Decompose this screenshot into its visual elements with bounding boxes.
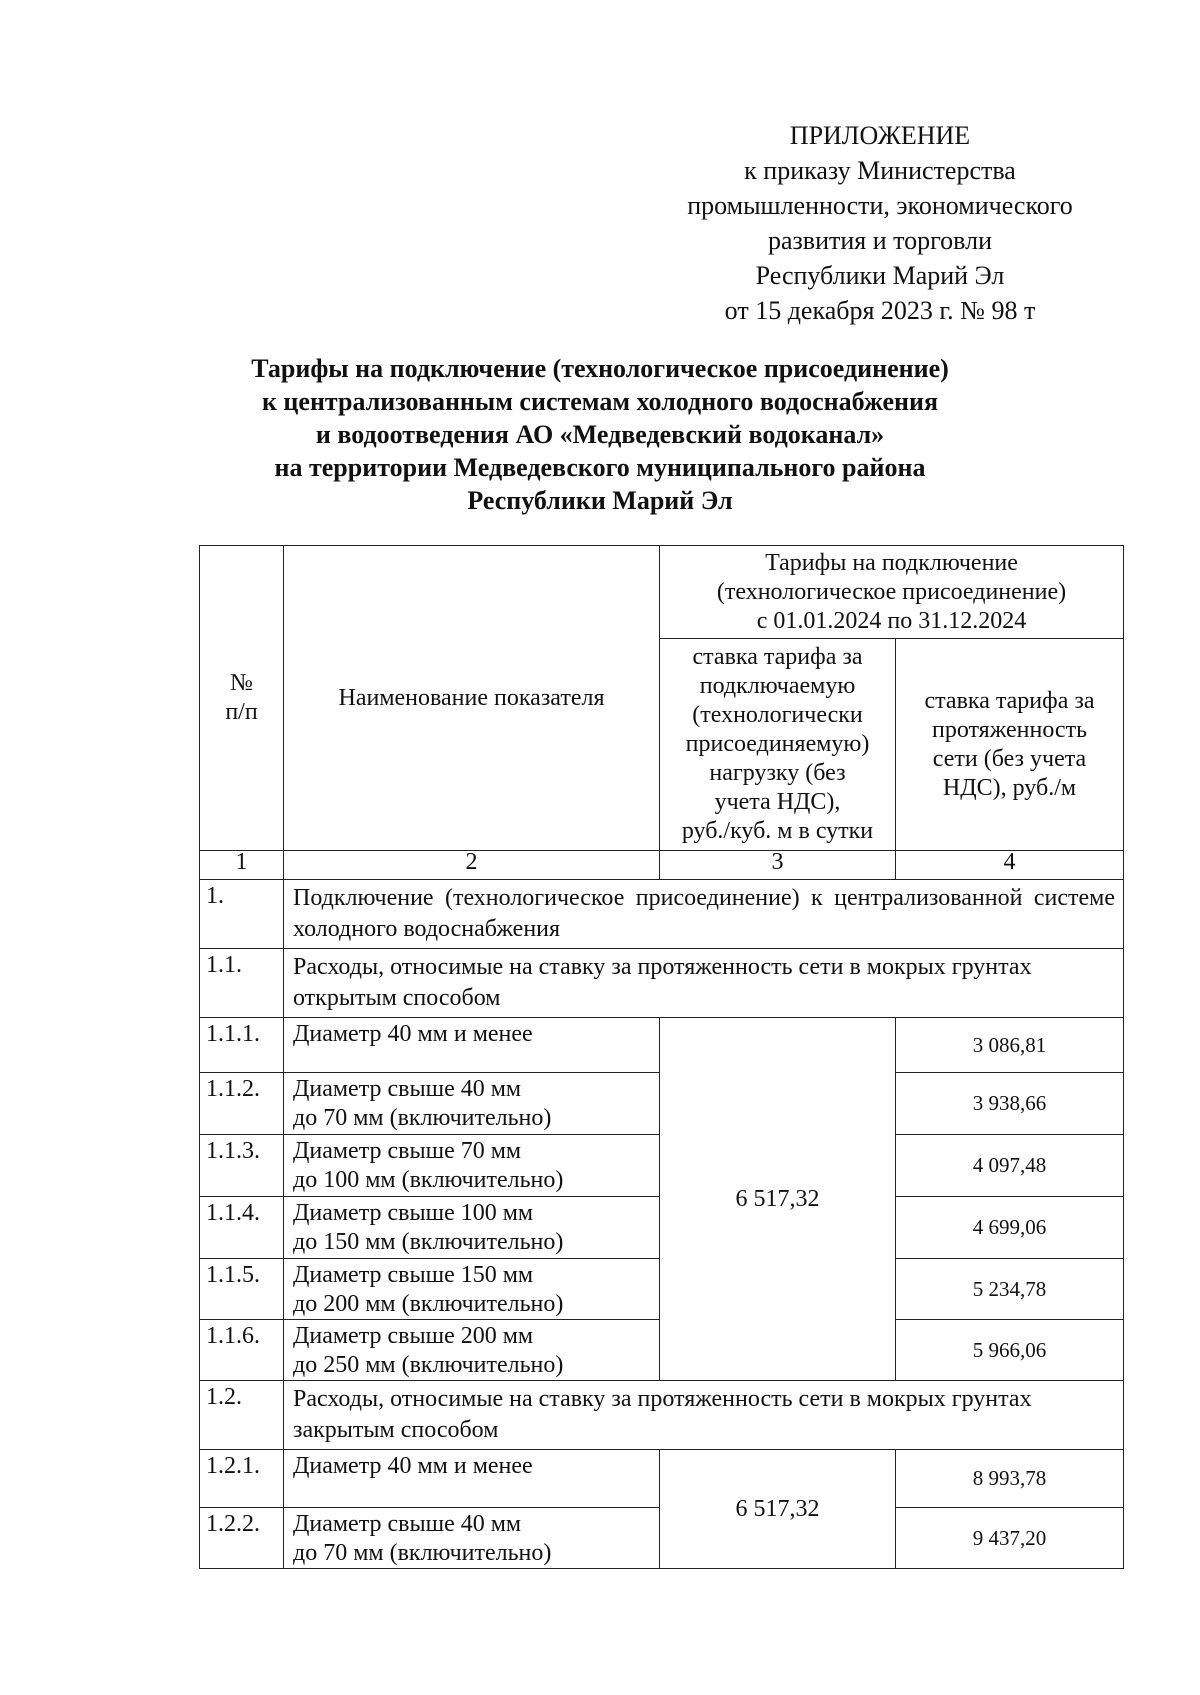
appendix-line: развития и торговли <box>767 226 992 255</box>
title-line: Республики Марий Эл <box>467 486 733 515</box>
row-number: 1.2.2. <box>200 1508 284 1569</box>
header-load-rate: ставка тарифа за подключаемую (технологически присоединяемую) нагрузку (без учета НДС), руб./куб. м в сутки <box>660 639 896 851</box>
section-row <box>200 949 1124 1018</box>
column-index: 3 <box>660 851 896 880</box>
header-row <box>200 546 1124 639</box>
header-indicator-name: Наименование показателя <box>284 546 660 851</box>
length-rate-value: 3 086,81 <box>896 1018 1124 1073</box>
row-name: Диаметр свыше 40 мм до 70 мм (включительно) <box>284 1073 660 1135</box>
row-name: Диаметр свыше 100 мм до 150 мм (включительно) <box>284 1197 660 1259</box>
appendix-line: промышленности, экономического <box>687 191 1073 220</box>
length-rate-value: 5 234,78 <box>896 1259 1124 1320</box>
section-row <box>200 1381 1124 1450</box>
load-rate-value: 6 517,32 <box>660 1018 896 1381</box>
length-rate-value: 4 097,48 <box>896 1135 1124 1197</box>
appendix-header <box>640 118 1120 328</box>
document-title <box>140 352 1060 517</box>
row-number: 1.1.1. <box>200 1018 284 1073</box>
length-rate-value: 5 966,06 <box>896 1320 1124 1381</box>
row-number: 1.1.3. <box>200 1135 284 1197</box>
row-name: Диаметр 40 мм и менее <box>284 1450 660 1508</box>
row-number: 1. <box>200 880 284 949</box>
header-tariff-group: Тарифы на подключение (технологическое присоединение) с 01.01.2024 по 31.12.2024 <box>660 546 1124 639</box>
column-index: 4 <box>896 851 1124 880</box>
table-row <box>200 1018 1124 1073</box>
row-number: 1.2.1. <box>200 1450 284 1508</box>
column-index-row <box>200 851 1124 880</box>
row-name: Диаметр свыше 150 мм до 200 мм (включительно) <box>284 1259 660 1320</box>
length-rate-value: 3 938,66 <box>896 1073 1124 1135</box>
length-rate-value: 4 699,06 <box>896 1197 1124 1259</box>
title-line: к централизованным системам холодного водоснабжения <box>261 387 939 416</box>
length-rate-value: 9 437,20 <box>896 1508 1124 1569</box>
appendix-line: ПРИЛОЖЕНИЕ <box>789 121 971 150</box>
length-rate-value: 8 993,78 <box>896 1450 1124 1508</box>
section-text: Подключение (технологическое присоединение) к централизованной системе холодного водоснабжения <box>284 880 1124 949</box>
title-line: и водоотведения АО «Медведевский водоканал» <box>315 420 885 449</box>
row-number: 1.1. <box>200 949 284 1018</box>
row-name: Диаметр свыше 40 мм до 70 мм (включительно) <box>284 1508 660 1569</box>
table-row <box>200 1450 1124 1508</box>
tariff-table <box>199 545 1124 1569</box>
row-name: Диаметр свыше 200 мм до 250 мм (включительно) <box>284 1320 660 1381</box>
title-line: на территории Медведевского муниципального района <box>274 453 926 482</box>
row-number: 1.2. <box>200 1381 284 1450</box>
title-line: Тарифы на подключение (технологическое присоединение) <box>251 354 949 383</box>
row-name: Диаметр 40 мм и менее <box>284 1018 660 1073</box>
appendix-line: от 15 декабря 2023 г. № 98 т <box>724 296 1036 325</box>
header-number: № п/п <box>200 546 284 851</box>
section-text: Расходы, относимые на ставку за протяженность сети в мокрых грунтах закрытым способом <box>284 1381 1124 1450</box>
row-number: 1.1.5. <box>200 1259 284 1320</box>
section-row <box>200 880 1124 949</box>
row-number: 1.1.4. <box>200 1197 284 1259</box>
row-name: Диаметр свыше 70 мм до 100 мм (включительно) <box>284 1135 660 1197</box>
row-number: 1.1.6. <box>200 1320 284 1381</box>
appendix-line: к приказу Министерства <box>744 156 1016 185</box>
header-length-rate: ставка тарифа за протяженность сети (без учета НДС), руб./м <box>896 639 1124 851</box>
column-index: 1 <box>200 851 284 880</box>
row-number: 1.1.2. <box>200 1073 284 1135</box>
column-index: 2 <box>284 851 660 880</box>
section-text: Расходы, относимые на ставку за протяженность сети в мокрых грунтах открытым способом <box>284 949 1124 1018</box>
appendix-line: Республики Марий Эл <box>755 261 1005 290</box>
load-rate-value: 6 517,32 <box>660 1450 896 1569</box>
